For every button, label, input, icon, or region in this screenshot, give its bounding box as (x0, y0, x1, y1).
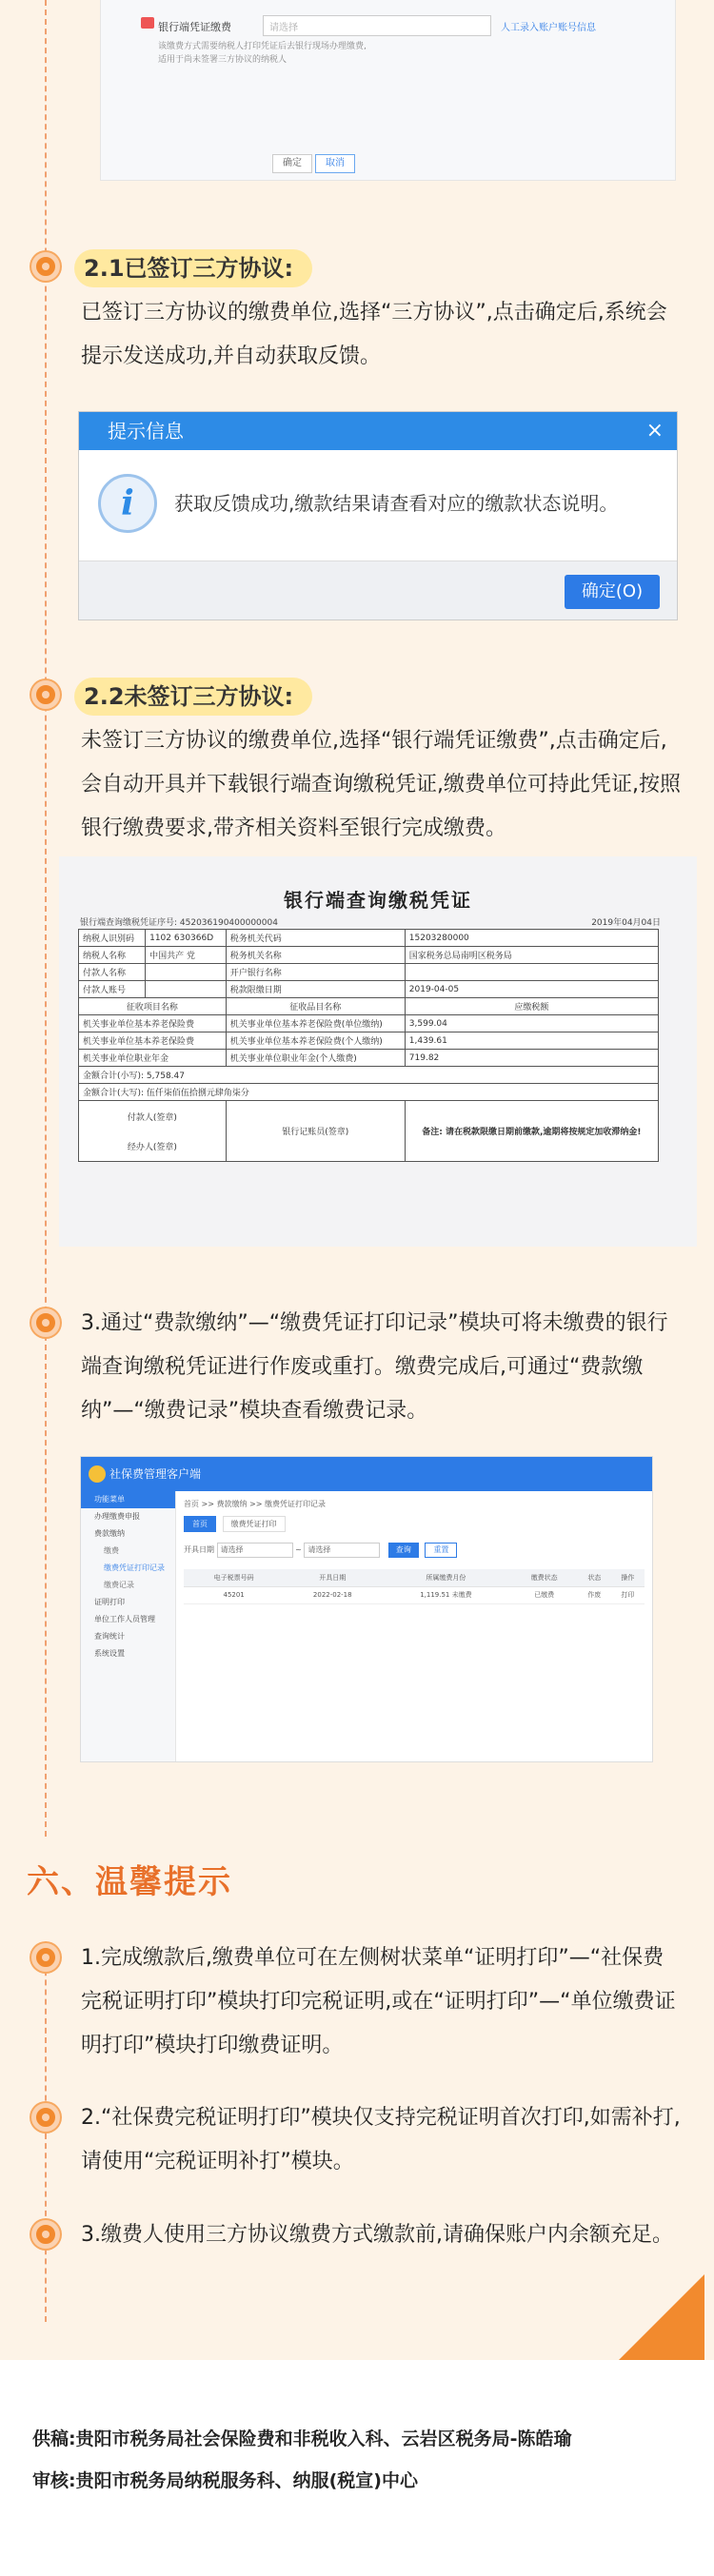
confirm-button[interactable]: 确定 (272, 154, 312, 173)
section-tag-2-2: 2.2未签订三方协议: (74, 678, 312, 716)
sidebar-item-pay[interactable]: 缴费 (104, 1546, 119, 1555)
reset-button[interactable]: 重置 (425, 1543, 457, 1558)
cell: 已缴费 (511, 1586, 578, 1603)
sidebar-item-payment[interactable]: 费款缴纳 (94, 1529, 125, 1538)
table-row (79, 1067, 659, 1084)
cell: 税务机关名称 (226, 947, 405, 964)
cell: 719.82 (405, 1050, 658, 1067)
cell: 机关事业单位职业年金 (79, 1050, 227, 1067)
hint-line: 适用于尚未签署三方协议的纳税人 (158, 55, 288, 65)
cell: 征收项目名称 (79, 998, 227, 1015)
cell: 应缴税额 (405, 998, 658, 1015)
cell: 3,599.04 (405, 1015, 658, 1032)
sidebar-item-voucher-records[interactable]: 缴费凭证打印记录 (104, 1563, 165, 1572)
dialog-footer (79, 560, 677, 619)
timeline-line-2 (45, 1941, 47, 2322)
breadcrumb: 首页 >> 费款缴纳 >> 缴费凭证打印记录 (184, 1500, 326, 1508)
timeline-dot (31, 1308, 60, 1337)
cell: 税务机关代码 (226, 930, 405, 947)
hint-line: 该缴费方式需要纳税人打印凭证后去银行现场办理缴费, (158, 42, 367, 51)
section-text-2-1: 已签订三方协议的缴费单位,选择“三方协议”,点击确定后,系统会提示发送成功,并自动获取反馈。 (81, 301, 667, 368)
cell: 税款限缴日期 (226, 981, 405, 998)
table-row (79, 1015, 659, 1032)
app-header (81, 1457, 652, 1491)
cell: 中国共产 党 (146, 947, 227, 964)
timeline-dot (31, 2220, 60, 2249)
voucher-table (78, 929, 659, 1162)
bank-voucher-label: 银行端凭证缴费 (158, 21, 231, 33)
query-button[interactable]: 查询 (388, 1543, 419, 1558)
cell: 机关事业单位基本养老保险费 (79, 1032, 227, 1050)
cell (405, 964, 658, 981)
date-from-input[interactable]: 请选择 (217, 1543, 293, 1558)
cell: 机关事业单位职业年金(个人缴费) (226, 1050, 405, 1067)
bank-hint (158, 40, 501, 67)
table-row (184, 1586, 645, 1603)
col: 状态 (578, 1569, 611, 1586)
handler-sign: 经办人(签章) (127, 1142, 177, 1152)
cell: 纳税人名称 (79, 947, 146, 964)
cell: 1,119.51 未缴费 (381, 1586, 510, 1603)
table-row (79, 1084, 659, 1101)
table-header (184, 1569, 645, 1586)
section-heading-6: 六、温馨提示 (27, 1863, 232, 1901)
cell: 国家税务总局南明区税务局 (405, 947, 658, 964)
sidebar-item-certificate[interactable]: 证明打印 (94, 1598, 125, 1606)
tax-voucher-image (59, 856, 697, 1247)
cell: 金额合计(大写): 伍仟柒佰伍拾捌元肆角柒分 (79, 1084, 659, 1101)
table-row (79, 947, 659, 964)
cell: 付款人名称 (79, 964, 146, 981)
app-sidebar (81, 1491, 176, 1761)
cell: 机关事业单位基本养老保险费(个人缴纳) (226, 1032, 405, 1050)
bank-select[interactable]: 请选择 (263, 15, 491, 36)
remark: 备注: 请在税款限缴日期前缴款,逾期将按规定加收滞纳金! (405, 1101, 658, 1162)
void-link[interactable]: 作废 (578, 1586, 611, 1603)
logo-icon (89, 1465, 106, 1483)
voucher-title: 银行端查询缴税凭证 (284, 889, 472, 912)
tip-3: 3.缴费人使用三方协议缴费方式缴款前,请确保账户内余额充足。 (81, 2223, 673, 2247)
voucher-meta (80, 915, 661, 928)
payer-sign: 付款人(签章) (127, 1112, 177, 1123)
cell: 15203280000 (405, 930, 658, 947)
col: 电子税票号码 (184, 1569, 284, 1586)
cell: 45201 (184, 1586, 284, 1603)
date-to-input[interactable]: 请选择 (304, 1543, 380, 1558)
review-credit: 审核:贵阳市税务局纳税服务科、纳服(税宣)中心 (32, 2470, 418, 2491)
table-row (79, 1032, 659, 1050)
tab-bar (184, 1516, 645, 1533)
tab-voucher[interactable]: 缴费凭证打印 (223, 1516, 286, 1532)
footer (0, 2360, 714, 2576)
ok-button[interactable]: 确定(O) (565, 575, 660, 609)
voucher-serial: 银行端查询缴税凭证序号: 452036190400000004 (80, 918, 278, 928)
table-row (79, 1050, 659, 1067)
section-text-3: 3.通过“费款缴纳”—“缴费凭证打印记录”模块可将未缴费的银行端查询缴税凭证进行作废或重打。缴费完成后,可通过“费款缴纳”—“缴费记录”模块查看缴费记录。 (81, 1311, 668, 1423)
timeline-dot (31, 252, 60, 281)
cell: 1102 630366D (146, 930, 227, 947)
timeline-dot (31, 2103, 60, 2132)
sidebar-item-query[interactable]: 查询统计 (94, 1632, 125, 1641)
cell: 纳税人识别码 (79, 930, 146, 947)
col: 操作 (611, 1569, 645, 1586)
cell (146, 981, 227, 998)
table-row (79, 964, 659, 981)
cell: 机关事业单位基本养老保险费(单位缴纳) (226, 1015, 405, 1032)
app-main (184, 1499, 645, 1604)
dialog-header (79, 412, 677, 450)
cell: 征收品目名称 (226, 998, 405, 1015)
col: 缴费状态 (511, 1569, 578, 1586)
sidebar-header: 功能菜单 (81, 1491, 175, 1508)
dialog-message: 获取反馈成功,缴款结果请查看对应的缴款状态说明。 (174, 492, 619, 515)
print-link[interactable]: 打印 (611, 1586, 645, 1603)
client-app-screenshot (80, 1456, 653, 1762)
cell (79, 1101, 227, 1162)
table-row (79, 998, 659, 1015)
voucher-date: 2019年04月04日 (591, 918, 661, 928)
cell: 1,439.61 (405, 1032, 658, 1050)
cell: 2019-04-05 (405, 981, 658, 998)
filter-bar: 开具日期 请选择 ~ 请选择 查询 重置 (184, 1541, 645, 1560)
cell: 机关事业单位基本养老保险费 (79, 1015, 227, 1032)
corner-decoration (619, 2274, 704, 2360)
close-icon[interactable]: × (645, 419, 664, 442)
col: 开具日期 (284, 1569, 381, 1586)
table-row (79, 1101, 659, 1162)
section-tag-2-1: 2.1已签订三方协议: (74, 249, 312, 287)
payment-method-panel (100, 0, 676, 181)
table-row (79, 981, 659, 998)
cell (146, 964, 227, 981)
filter-label: 开具日期 (184, 1545, 214, 1554)
manual-account-link[interactable]: 人工录入账户账号信息 (501, 23, 596, 33)
cell: 开户银行名称 (226, 964, 405, 981)
timeline-dot (31, 1943, 60, 1972)
cancel-button[interactable]: 取消 (315, 154, 355, 173)
section-text-2-2: 未签订三方协议的缴费单位,选择“银行端凭证缴费”,点击确定后,会自动开具并下载银行端查询缴税凭证,缴费单位可持此凭证,按照银行缴费要求,带齐相关资料至银行完成缴费。 (81, 729, 681, 840)
tip-2: 2.“社保费完税证明打印”模块仅支持完税证明首次打印,如需补打,请使用“完税证明补打”模块。 (81, 2106, 681, 2173)
records-table (184, 1569, 645, 1604)
cell: 付款人账号 (79, 981, 146, 998)
app-title: 社保费管理客户端 (109, 1467, 202, 1481)
sidebar-item-payment-records[interactable]: 缴费记录 (104, 1581, 134, 1589)
cell: 金额合计(小写): 5,758.47 (79, 1067, 659, 1084)
sidebar-item-declare[interactable]: 办理缴费申报 (94, 1512, 140, 1521)
table-row (79, 930, 659, 947)
timeline-dot (31, 680, 60, 709)
col: 所属缴费月份 (381, 1569, 510, 1586)
bank-sign: 银行记账员(签章) (226, 1101, 405, 1162)
dialog-title: 提示信息 (108, 420, 184, 442)
sidebar-item-staff[interactable]: 单位工作人员管理 (94, 1615, 155, 1623)
tip-1: 1.完成缴款后,缴费单位可在左侧树状菜单“证明打印”—“社保费完税证明打印”模块打印完税证明,或在“证明打印”—“单位缴费证明打印”模块打印缴费证明。 (81, 1946, 676, 2057)
success-dialog (78, 411, 678, 620)
tab-home[interactable]: 首页 (184, 1516, 216, 1532)
sidebar-item-settings[interactable]: 系统设置 (94, 1649, 125, 1658)
bank-card-icon (141, 17, 154, 29)
cell: 2022-02-18 (284, 1586, 381, 1603)
info-icon: i (98, 474, 157, 533)
source-credit: 供稿:贵阳市税务局社会保险费和非税收入科、云岩区税务局-陈皓瑜 (32, 2429, 572, 2449)
